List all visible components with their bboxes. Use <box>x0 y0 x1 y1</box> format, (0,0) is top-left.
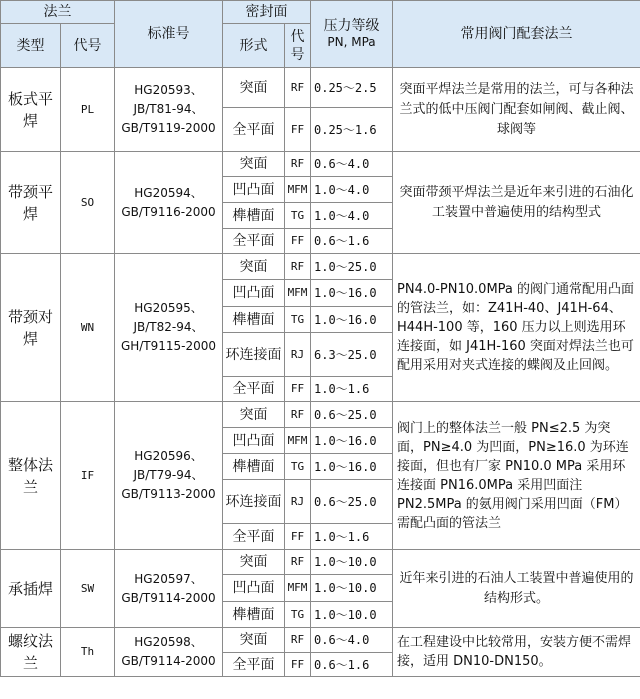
pressure-range: 1.0～10.0 <box>311 602 393 628</box>
header-valve: 常用阀门配套法兰 <box>393 1 640 68</box>
pressure-range: 0.25～1.6 <box>311 108 393 152</box>
seal-code: RF <box>285 628 311 653</box>
pressure-range: 1.0～10.0 <box>311 575 393 602</box>
seal-face: 全平面 <box>223 653 285 677</box>
standard-number: HG20594、GB/T9116-2000 <box>115 152 223 254</box>
header-seal: 密封面 <box>223 1 311 24</box>
seal-code: MFM <box>285 428 311 454</box>
valve-description: 近年来引进的石油人工装置中普遍使用的结构形式。 <box>393 550 640 628</box>
header-form: 形式 <box>223 24 285 68</box>
pressure-range: 1.0～25.0 <box>311 254 393 280</box>
standard-number: HG20593、JB/T81-94、GB/T9119-2000 <box>115 68 223 152</box>
seal-face: 榫槽面 <box>223 203 285 229</box>
seal-code: TG <box>285 307 311 333</box>
seal-code: MFM <box>285 177 311 203</box>
seal-code: MFM <box>285 280 311 307</box>
seal-code: RF <box>285 254 311 280</box>
valve-description: 突面平焊法兰是常用的法兰，可与各种法兰式的低中压阀门配套如闸阀、截止阀、球阀等 <box>393 68 640 152</box>
seal-code: RF <box>285 550 311 575</box>
seal-code: TG <box>285 454 311 480</box>
table-body <box>1 68 640 677</box>
valve-description: PN4.0-PN10.0MPa 的阀门通常配用凸面的管法兰，如：Z41H-40、J41H-64、H44H-100 等，160 压力以上则选用环连接面，如 J41H-160 突面对焊法兰也可配用采用对夹式连接的蝶阀及止回阀。 <box>393 254 640 402</box>
seal-code: RF <box>285 152 311 177</box>
valve-description: 在工程建设中比较常用，安装方便不需焊接，适用 DN10-DN150。 <box>393 628 640 677</box>
flange-type: 板式平焊 <box>1 68 61 152</box>
seal-face: 凹凸面 <box>223 280 285 307</box>
seal-face: 突面 <box>223 152 285 177</box>
seal-face: 突面 <box>223 254 285 280</box>
header-flange: 法兰 <box>1 1 115 24</box>
pressure-range: 1.0～4.0 <box>311 203 393 229</box>
standard-number: HG20596、JB/T79-94、GB/T9113-2000 <box>115 402 223 550</box>
seal-code: RJ <box>285 333 311 377</box>
pressure-range: 0.6～25.0 <box>311 402 393 428</box>
seal-code: MFM <box>285 575 311 602</box>
seal-code: RF <box>285 402 311 428</box>
seal-face: 全平面 <box>223 108 285 152</box>
seal-face: 榫槽面 <box>223 454 285 480</box>
seal-face: 突面 <box>223 68 285 108</box>
pressure-range: 1.0～1.6 <box>311 377 393 402</box>
pressure-range: 1.0～1.6 <box>311 524 393 550</box>
seal-code: RF <box>285 68 311 108</box>
seal-face: 榫槽面 <box>223 307 285 333</box>
pressure-range: 0.6～1.6 <box>311 653 393 677</box>
flange-type: 螺纹法兰 <box>1 628 61 677</box>
pressure-range: 6.3～25.0 <box>311 333 393 377</box>
table-row <box>1 402 640 428</box>
flange-code: SW <box>61 550 115 628</box>
flange-type: 带颈平焊 <box>1 152 61 254</box>
header-pressure-line2: PN, MPa <box>327 35 376 49</box>
flange-type: 承插焊 <box>1 550 61 628</box>
table-row <box>1 254 640 280</box>
flange-type: 整体法兰 <box>1 402 61 550</box>
flange-code: WN <box>61 254 115 402</box>
pressure-range: 0.25～2.5 <box>311 68 393 108</box>
pressure-range: 1.0～16.0 <box>311 307 393 333</box>
table-row <box>1 68 640 108</box>
seal-face: 凹凸面 <box>223 177 285 203</box>
seal-face: 全平面 <box>223 524 285 550</box>
table-row <box>1 550 640 575</box>
standard-number: HG20598、GB/T9114-2000 <box>115 628 223 677</box>
header-type: 类型 <box>1 24 61 68</box>
table-row <box>1 628 640 653</box>
flange-code: Th <box>61 628 115 677</box>
seal-code: TG <box>285 602 311 628</box>
standard-number: HG20597、GB/T9114-2000 <box>115 550 223 628</box>
seal-face: 突面 <box>223 628 285 653</box>
seal-face: 环连接面 <box>223 333 285 377</box>
seal-code: TG <box>285 203 311 229</box>
pressure-range: 1.0～10.0 <box>311 550 393 575</box>
flange-code: SO <box>61 152 115 254</box>
header-standard: 标准号 <box>115 1 223 68</box>
seal-face: 全平面 <box>223 377 285 402</box>
seal-code: FF <box>285 377 311 402</box>
seal-code: FF <box>285 229 311 254</box>
seal-code: FF <box>285 653 311 677</box>
pressure-range: 1.0～16.0 <box>311 454 393 480</box>
header-pressure <box>311 1 393 68</box>
flange-type: 带颈对焊 <box>1 254 61 402</box>
seal-face: 凹凸面 <box>223 575 285 602</box>
pressure-range: 1.0～4.0 <box>311 177 393 203</box>
pressure-range: 0.6～4.0 <box>311 152 393 177</box>
seal-code: RJ <box>285 480 311 524</box>
header-seal-code: 代号 <box>285 24 311 68</box>
valve-description: 突面带颈平焊法兰是近年来引进的石油化工装置中普遍使用的结构型式 <box>393 152 640 254</box>
standard-number: HG20595、JB/T82-94、GH/T9115-2000 <box>115 254 223 402</box>
seal-face: 环连接面 <box>223 480 285 524</box>
seal-face: 突面 <box>223 402 285 428</box>
pressure-range: 1.0～16.0 <box>311 428 393 454</box>
seal-face: 突面 <box>223 550 285 575</box>
header-pressure-line1: 压力等级 <box>323 18 380 34</box>
seal-face: 榫槽面 <box>223 602 285 628</box>
seal-face: 凹凸面 <box>223 428 285 454</box>
table-row <box>1 152 640 177</box>
seal-code: FF <box>285 108 311 152</box>
valve-description: 阀门上的整体法兰一般 PN≤2.5 为突面，PN≥4.0 为凹面，PN≥16.0 为环连接面，但也有厂家 PN10.0 MPa 采用环连接面 PN16.0MPa 采用凹面注 PN2.5MPa 的氨用阀门采用凹面（FM） 需配凸面的管法兰 <box>393 402 640 550</box>
flange-code: IF <box>61 402 115 550</box>
flange-code: PL <box>61 68 115 152</box>
pressure-range: 0.6～4.0 <box>311 628 393 653</box>
pressure-range: 0.6～25.0 <box>311 480 393 524</box>
pressure-range: 0.6～1.6 <box>311 229 393 254</box>
seal-face: 全平面 <box>223 229 285 254</box>
header-code: 代号 <box>61 24 115 68</box>
seal-code: FF <box>285 524 311 550</box>
pressure-range: 1.0～16.0 <box>311 280 393 307</box>
